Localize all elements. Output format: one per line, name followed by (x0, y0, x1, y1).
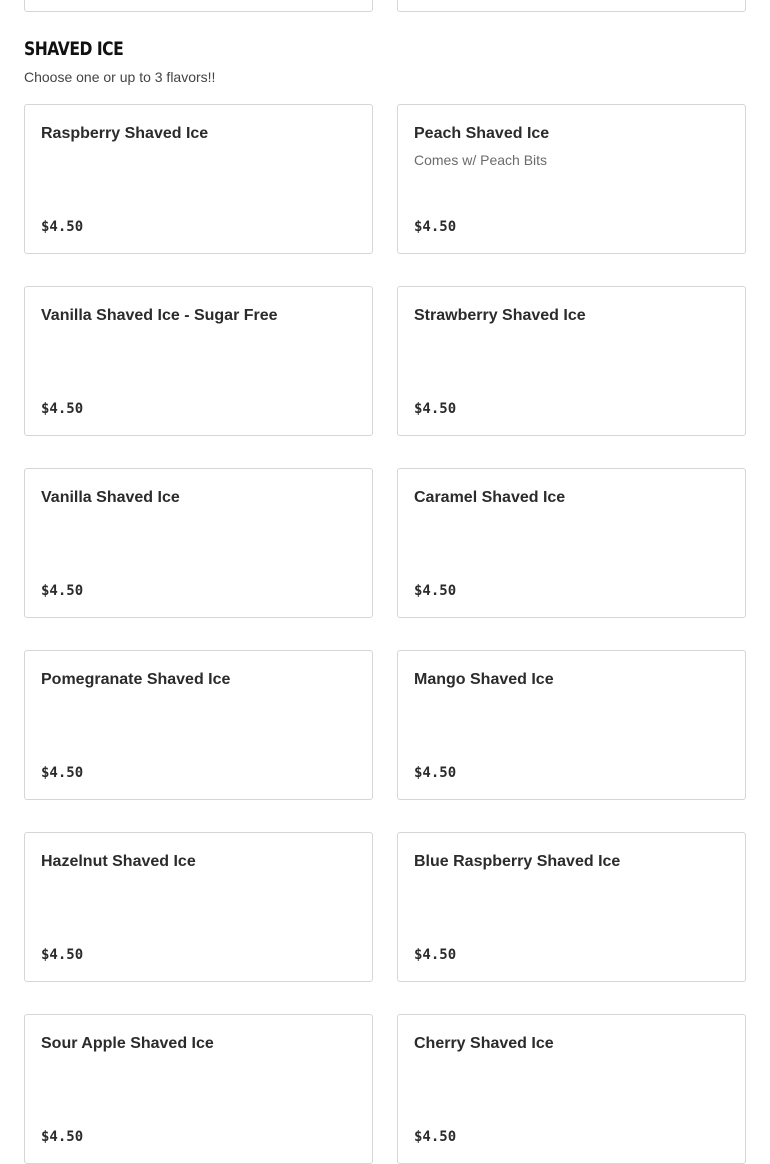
menu-item-grid (24, 104, 746, 1164)
menu-item-card[interactable] (397, 1014, 746, 1164)
section-title: SHAVED ICE (24, 38, 124, 60)
previous-section-cards (24, 0, 746, 12)
item-price: $4.50 (414, 219, 457, 235)
item-price: $4.50 (41, 1129, 84, 1145)
section-description: Choose one or up to 3 flavors!! (24, 69, 216, 85)
previous-item-card[interactable] (397, 0, 746, 12)
item-name: Strawberry Shaved Ice (414, 307, 586, 324)
menu-item-card[interactable] (397, 468, 746, 618)
item-price: $4.50 (414, 947, 457, 963)
item-price: $4.50 (41, 947, 84, 963)
item-name: Pomegranate Shaved Ice (41, 671, 231, 688)
menu-item-card[interactable] (397, 832, 746, 982)
menu-item-card[interactable] (24, 832, 373, 982)
menu-item-card[interactable] (24, 286, 373, 436)
item-name: Blue Raspberry Shaved Ice (414, 853, 621, 870)
menu-item-card[interactable] (397, 104, 746, 254)
item-name: Sour Apple Shaved Ice (41, 1035, 214, 1052)
item-name: Caramel Shaved Ice (414, 489, 566, 506)
item-name: Cherry Shaved Ice (414, 1035, 554, 1052)
previous-item-card[interactable] (24, 0, 373, 12)
item-price: $4.50 (414, 401, 457, 417)
item-name: Vanilla Shaved Ice - Sugar Free (41, 307, 278, 324)
item-price: $4.50 (414, 1129, 457, 1145)
menu-item-card[interactable] (24, 104, 373, 254)
menu-item-card[interactable] (24, 1014, 373, 1164)
item-name: Raspberry Shaved Ice (41, 125, 209, 142)
item-price: $4.50 (41, 219, 84, 235)
menu-item-card[interactable] (397, 650, 746, 800)
menu-item-card[interactable] (397, 286, 746, 436)
item-price: $4.50 (414, 765, 457, 781)
item-price: $4.50 (41, 401, 84, 417)
menu-item-card[interactable] (24, 650, 373, 800)
item-price: $4.50 (41, 765, 84, 781)
item-price: $4.50 (414, 583, 457, 599)
item-price: $4.50 (41, 583, 84, 599)
section-header (24, 36, 746, 86)
item-name: Peach Shaved Ice (414, 125, 550, 142)
menu-item-card[interactable] (24, 468, 373, 618)
item-name: Mango Shaved Ice (414, 671, 554, 688)
item-name: Hazelnut Shaved Ice (41, 853, 196, 870)
item-name: Vanilla Shaved Ice (41, 489, 180, 506)
item-description: Comes w/ Peach Bits (414, 152, 548, 168)
